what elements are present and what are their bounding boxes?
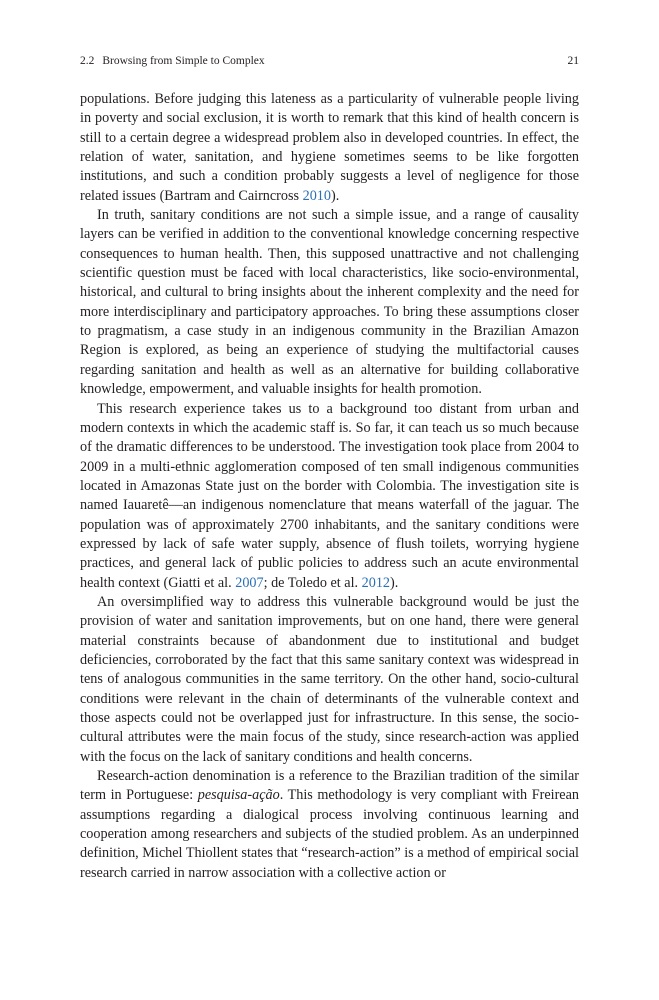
section-title: Browsing from Simple to Complex <box>102 55 265 67</box>
page-number: 21 <box>567 55 579 67</box>
paragraph-2 <box>80 206 579 399</box>
citation-link-giatti-2007[interactable]: 2007 <box>235 574 264 591</box>
paragraph-4-text: An oversimplified way to address this vulnerable background would be just the provision of water and sanitation improvements, but on one hand, there were general material constraints because of abandonment due to institutional and budget deficiencies, corroborated by the fact that this same sanitary context was widespread in tens of analogous communities in the same territory. On the other hand, socio-cultural conditions were relevant in the chain of determinants of the vulnerable context and those aspects could not be overlapped just for infrastructure. In this sense, the socio-cultural attributes were the main focus of the study, since research-action was applied with the focus on the lack of sanitary conditions and health concerns. <box>80 593 579 765</box>
citation-link-bartram-2010[interactable]: 2010 <box>302 187 331 204</box>
paragraph-3-mid: ; de Toledo et al. <box>263 574 362 591</box>
paragraph-5 <box>80 767 579 883</box>
paragraph-5-text: Research-action denomination is a reference to the Brazilian tradition of the similar term in Portuguese: <box>80 768 579 804</box>
paragraph-1-text: populations. Before judging this lateness as a particularity of vulnerable people living in poverty and social exclusion, it is worth to remark that this kind of health concern is still to a certain degree a widespread problem also in developed countries. In effect, the relation of water, sanitation, and hygiene sometimes seems to be like forgotten institutions, and such a condition probably suggests a level of negligence for those related issues (Bartram and Cairncross <box>80 91 579 204</box>
paragraph-3-end: ). <box>390 574 399 591</box>
paragraph-3-text: This research experience takes us to a background too distant from urban and modern contexts in which the academic staff is. So far, it can teach us so much because of the dramatic differences to be understood. The investigation took place from 2004 to 2009 in a multi-ethnic agglomeration composed of ten small indigenous communities located in Amazonas State just on the border with Colombia. The investigation site is named Iauaretê—an indigenous nomenclature that means waterfall of the jaguar. The population was of approximately 2700 inhabitants, and the sanitary conditions were expressed by lack of safe water supply, absence of flush toilets, worrying hygiene practices, and general lack of public policies to address such an acute environmental health context (Giatti et al. <box>80 400 579 591</box>
paragraph-2-text: In truth, sanitary conditions are not such a simple issue, and a range of causality layers can be verified in addition to the conventional knowledge concerning respective consequences to human health. Then, this supposed unattractive and not challenging scientific question must be faced with local characteristics, like socio-environmental, historical, and cultural to bring insights about the inherent complexity and the need for more interdisciplinary and participatory approaches. To bring these assumptions closer to pragmatism, a case study in an indigenous community in the Brazilian Amazon Region is explored, as being an experience of studying the multifactorial causes regarding sanitation and health as well as an alternative for building collaborative knowledge, empowerment, and valuable insights for health promotion. <box>80 207 579 398</box>
paragraph-1-end: ). <box>330 187 340 204</box>
paragraph-3 <box>80 400 579 593</box>
paragraph-5-end: . This methodology is very compliant with Freirean assumptions regarding a dialogical process involving continuous learning and cooperation among researchers and subjects of the studied problem. As an underpinned definition, Michel Thiollent states that “research-action” is a method of empirical social research carried in narrow association with a collective action or <box>80 787 579 881</box>
running-head <box>80 54 579 68</box>
section-number: 2.2 <box>80 55 95 67</box>
paragraph-1 <box>80 90 579 206</box>
paragraph-4 <box>80 593 579 767</box>
italic-term-pesquisa-acao: pesquisa-ação <box>197 787 280 804</box>
citation-link-toledo-2012[interactable]: 2012 <box>361 574 390 591</box>
body-text <box>80 90 579 883</box>
